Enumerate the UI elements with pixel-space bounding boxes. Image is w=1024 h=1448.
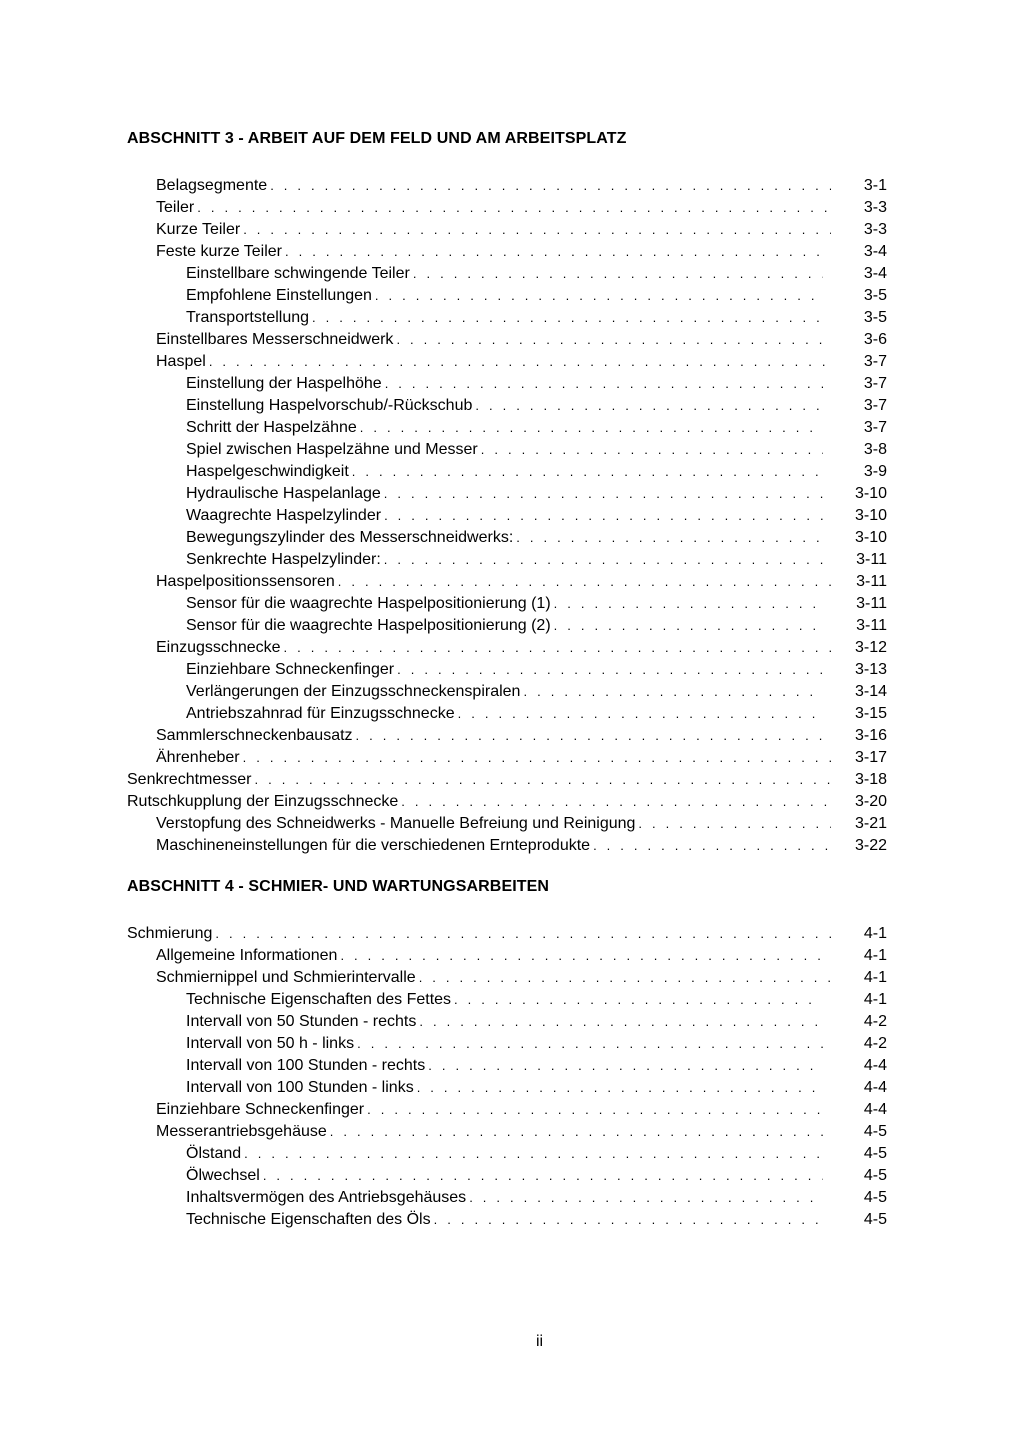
toc-entry-page: 3-10 <box>854 529 887 546</box>
toc-entry[interactable] <box>186 681 826 703</box>
toc-entry-page: 3-10 <box>854 507 887 524</box>
toc-entry-page: 4-4 <box>863 1101 887 1118</box>
toc-dot-leader <box>475 395 823 417</box>
toc-entry-page: 3-8 <box>863 441 887 458</box>
toc-dot-leader <box>469 1187 823 1209</box>
toc-entry-page: 4-1 <box>863 947 887 964</box>
toc-dot-leader <box>356 725 831 747</box>
toc-entry-title: Haspelpositionssensoren <box>156 573 335 590</box>
section-heading-3: ABSCHNITT 3 - ARBEIT AUF DEM FELD UND AM ARBEITSPLATZ <box>127 130 627 147</box>
toc-entry[interactable] <box>186 1011 826 1033</box>
toc-entry[interactable] <box>186 417 826 439</box>
toc-entry[interactable] <box>156 967 834 989</box>
toc-entry-title: Technische Eigenschaften des Fettes <box>186 991 452 1008</box>
toc-dot-leader <box>357 1033 823 1055</box>
toc-entry-title: Schritt der Haspelzähne <box>186 419 357 436</box>
toc-entry-title: Hydraulische Haspelanlage <box>186 485 381 502</box>
toc-entry-page: 3-13 <box>854 661 887 678</box>
toc-entry-title: Inhaltsvermögen des Antriebsgehäuses <box>186 1189 467 1206</box>
toc-entry[interactable] <box>186 285 826 307</box>
toc-dot-leader <box>330 1121 831 1143</box>
toc-entry-page: 3-18 <box>854 771 887 788</box>
toc-entry-page: 3-11 <box>856 617 887 634</box>
toc-entry-page: 3-1 <box>863 177 887 194</box>
toc-entry-title: Transportstellung <box>186 309 310 326</box>
toc-entry-title: Belagsegmente <box>156 177 268 194</box>
toc-entry[interactable] <box>186 1033 826 1055</box>
toc-dot-leader <box>215 923 831 945</box>
toc-entry-page: 3-6 <box>863 331 887 348</box>
toc-dot-leader <box>554 593 823 615</box>
toc-dot-leader <box>554 615 823 637</box>
toc-dot-leader <box>385 373 823 395</box>
toc-entry-title: Verstopfung des Schneidwerks - Manuelle Befreiung und Reinigung <box>156 815 636 832</box>
toc-entry-title: Einstellung Haspelvorschub/-Rückschub <box>186 397 473 414</box>
toc-entry[interactable] <box>186 395 826 417</box>
toc-entry[interactable] <box>156 175 834 197</box>
toc-entry-title: Bewegungszylinder des Messerschneidwerks: <box>186 529 514 546</box>
toc-entry[interactable] <box>186 373 826 395</box>
toc-entry-title: Ölstand <box>186 1145 242 1162</box>
toc-dot-leader <box>352 461 823 483</box>
toc-entry-page: 4-2 <box>863 1013 887 1030</box>
toc-entry-title: Haspelgeschwindigkeit <box>186 463 349 480</box>
toc-entry[interactable] <box>186 1055 826 1077</box>
toc-entry[interactable] <box>156 637 834 659</box>
toc-dot-leader <box>367 1099 831 1121</box>
toc-entry-page: 3-4 <box>863 265 887 282</box>
toc-entry[interactable] <box>156 945 834 967</box>
toc-entry-page: 3-21 <box>854 815 887 832</box>
toc-entry-title: Sensor für die waagrechte Haspelpositionierung (1) <box>186 595 551 612</box>
toc-entry[interactable] <box>156 747 834 769</box>
toc-entry-title: Senkrechtmesser <box>127 771 252 788</box>
toc-entry-page: 4-5 <box>863 1145 887 1162</box>
section-heading-4: ABSCHNITT 4 - SCHMIER- UND WARTUNGSARBEITEN <box>127 878 550 895</box>
toc-dot-leader <box>197 197 831 219</box>
toc-entry[interactable] <box>156 241 834 263</box>
toc-entry-page: 3-12 <box>854 639 887 656</box>
toc-entry-page: 3-15 <box>854 705 887 722</box>
toc-entry[interactable] <box>156 197 834 219</box>
toc-dot-leader <box>397 659 823 681</box>
toc-entry-page: 4-1 <box>863 969 887 986</box>
toc-entry-page: 3-11 <box>856 573 887 590</box>
toc-entry-page: 3-3 <box>863 199 887 216</box>
toc-entry-page: 4-5 <box>863 1189 887 1206</box>
toc-dot-leader <box>413 263 823 285</box>
toc-entry[interactable] <box>186 659 826 681</box>
page-number: ii <box>535 1333 544 1350</box>
toc-entry-page: 4-4 <box>863 1057 887 1074</box>
toc-entry[interactable] <box>186 989 826 1011</box>
toc-entry-title: Maschineneinstellungen für die verschiedenen Ernteprodukte <box>156 837 591 854</box>
toc-dot-leader <box>419 967 831 989</box>
toc-dot-leader <box>285 241 831 263</box>
toc-entry[interactable] <box>186 439 826 461</box>
toc-entry-page: 3-22 <box>854 837 887 854</box>
toc-dot-leader <box>209 351 831 373</box>
toc-dot-leader <box>434 1209 823 1231</box>
toc-entry[interactable] <box>186 1077 826 1099</box>
toc-entry[interactable] <box>186 549 826 571</box>
toc-entry-page: 3-20 <box>854 793 887 810</box>
toc-entry-title: Empfohlene Einstellungen <box>186 287 372 304</box>
toc-dot-leader <box>243 747 831 769</box>
toc-entry[interactable] <box>186 461 826 483</box>
toc-entry[interactable] <box>186 307 826 329</box>
toc-entry-page: 3-7 <box>863 353 887 370</box>
toc-entry-title: Allgemeine Informationen <box>156 947 338 964</box>
toc-dot-leader <box>312 307 823 329</box>
toc-dot-leader <box>360 417 823 439</box>
toc-entry-page: 3-4 <box>863 243 887 260</box>
toc-entry-title: Einstellbare schwingende Teiler <box>186 265 410 282</box>
toc-entry-title: Intervall von 50 Stunden - rechts <box>186 1013 417 1030</box>
toc-entry[interactable] <box>127 791 834 813</box>
toc-dot-leader <box>401 791 831 813</box>
toc-entry-title: Teiler <box>156 199 195 216</box>
toc-entry-page: 3-17 <box>854 749 887 766</box>
toc-entry-title: Sensor für die waagrechte Haspelpositionierung (2) <box>186 617 551 634</box>
toc-entry-title: Antriebszahnrad für Einzugsschnecke <box>186 705 455 722</box>
toc-dot-leader <box>523 681 823 703</box>
toc-entry-title: Haspel <box>156 353 206 370</box>
toc-dot-leader <box>270 175 831 197</box>
toc-entry-title: Rutschkupplung der Einzugsschnecke <box>127 793 399 810</box>
toc-entry[interactable] <box>186 1209 826 1231</box>
toc-dot-leader <box>375 285 823 307</box>
toc-entry-page: 3-9 <box>863 463 887 480</box>
toc-dot-leader <box>243 219 831 241</box>
toc-entry-title: Sammlerschneckenbausatz <box>156 727 353 744</box>
toc-entry-title: Messerantriebsgehäuse <box>156 1123 327 1140</box>
toc-entry[interactable] <box>186 615 826 637</box>
toc-entry-page: 3-5 <box>863 287 887 304</box>
toc-entry[interactable] <box>127 769 834 791</box>
toc-entry[interactable] <box>156 351 834 373</box>
toc-entry[interactable] <box>156 329 834 351</box>
toc-entry-title: Schmiernippel und Schmierintervalle <box>156 969 416 986</box>
toc-entry-title: Einzugsschnecke <box>156 639 281 656</box>
toc-dot-leader <box>396 329 831 351</box>
toc-entry[interactable] <box>186 593 826 615</box>
toc-entry-title: Intervall von 50 h - links <box>186 1035 355 1052</box>
toc-entry-page: 3-11 <box>856 595 887 612</box>
toc-entry-title: Einziehbare Schneckenfinger <box>156 1101 365 1118</box>
toc-entry[interactable] <box>186 505 826 527</box>
toc-entry-page: 4-1 <box>863 991 887 1008</box>
toc-dot-leader <box>516 527 823 549</box>
toc-entry-page: 4-4 <box>863 1079 887 1096</box>
toc-entry-title: Intervall von 100 Stunden - links <box>186 1079 414 1096</box>
toc-dot-leader <box>255 769 832 791</box>
toc-dot-leader <box>419 1011 823 1033</box>
toc-entry[interactable] <box>186 483 826 505</box>
toc-dot-leader <box>638 813 831 835</box>
toc-entry-page: 3-14 <box>854 683 887 700</box>
toc-entry-title: Waagrechte Haspelzylinder <box>186 507 382 524</box>
toc-entry-page: 3-10 <box>854 485 887 502</box>
toc-entry[interactable] <box>186 703 826 725</box>
toc-entry[interactable] <box>156 1099 834 1121</box>
toc-dot-leader <box>481 439 823 461</box>
toc-entry-title: Intervall von 100 Stunden - rechts <box>186 1057 426 1074</box>
toc-dot-leader <box>593 835 831 857</box>
toc-dot-leader <box>384 483 823 505</box>
toc-dot-leader <box>428 1055 823 1077</box>
toc-dot-leader <box>338 571 831 593</box>
toc-entry-title: Einstellung der Haspelhöhe <box>186 375 382 392</box>
toc-entry[interactable] <box>186 527 826 549</box>
toc-entry-page: 4-2 <box>863 1035 887 1052</box>
toc-entry-title: Ölwechsel <box>186 1167 260 1184</box>
toc-entry-title: Feste kurze Teiler <box>156 243 282 260</box>
toc-entry[interactable] <box>127 923 834 945</box>
toc-entry[interactable] <box>156 725 834 747</box>
toc-entry[interactable] <box>156 813 834 835</box>
toc-entry-title: Spiel zwischen Haspelzähne und Messer <box>186 441 478 458</box>
toc-entry[interactable] <box>186 1187 826 1209</box>
toc-entry-page: 3-16 <box>854 727 887 744</box>
toc-entry-title: Einstellbares Messerschneidwerk <box>156 331 394 348</box>
toc-entry-page: 4-5 <box>863 1211 887 1228</box>
toc-entry[interactable] <box>186 263 826 285</box>
toc-entry-page: 3-7 <box>863 419 887 436</box>
toc-entry-page: 4-1 <box>863 925 887 942</box>
toc-entry[interactable] <box>186 1165 826 1187</box>
toc-entry-title: Kurze Teiler <box>156 221 241 238</box>
toc-entry-page: 3-11 <box>856 551 887 568</box>
toc-dot-leader <box>284 637 831 659</box>
toc-entry-page: 3-3 <box>863 221 887 238</box>
toc-entry-page: 4-5 <box>863 1123 887 1140</box>
toc-entry[interactable] <box>156 571 834 593</box>
toc-dot-leader <box>454 989 823 1011</box>
toc-entry-title: Senkrechte Haspelzylinder: <box>186 551 381 568</box>
toc-dot-leader <box>384 549 823 571</box>
toc-entry[interactable] <box>156 1121 834 1143</box>
toc-entry[interactable] <box>156 219 834 241</box>
toc-dot-leader <box>244 1143 823 1165</box>
toc-dot-leader <box>417 1077 823 1099</box>
toc-dot-leader <box>340 945 831 967</box>
toc-entry-title: Schmierung <box>127 925 213 942</box>
toc-entry[interactable] <box>156 835 834 857</box>
toc-dot-leader <box>384 505 823 527</box>
toc-dot-leader <box>458 703 823 725</box>
toc-entry-title: Einziehbare Schneckenfinger <box>186 661 395 678</box>
toc-entry-page: 3-5 <box>863 309 887 326</box>
toc-entry-title: Verlängerungen der Einzugsschneckenspiralen <box>186 683 521 700</box>
toc-entry[interactable] <box>186 1143 826 1165</box>
toc-entry-page: 3-7 <box>863 375 887 392</box>
toc-entry-title: Technische Eigenschaften des Öls <box>186 1211 431 1228</box>
toc-entry-title: Ährenheber <box>156 749 240 766</box>
toc-entry-page: 4-5 <box>863 1167 887 1184</box>
toc-entry-page: 3-7 <box>863 397 887 414</box>
toc-dot-leader <box>263 1165 823 1187</box>
